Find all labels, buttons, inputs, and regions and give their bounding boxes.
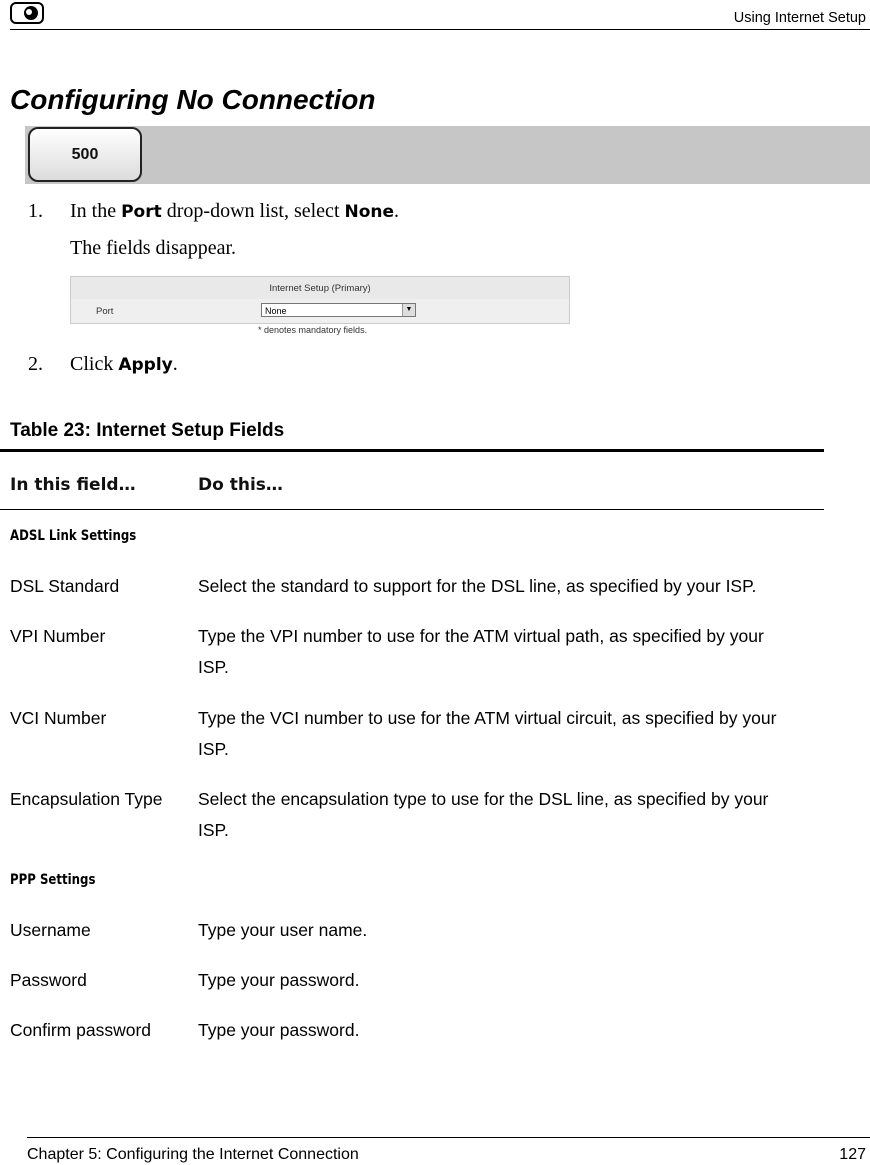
port-row <box>70 299 570 324</box>
header-divider <box>10 29 870 30</box>
table-header-rule <box>0 509 824 510</box>
table-row-field: Encapsulation Type <box>10 789 163 809</box>
mandatory-note: * denotes mandatory fields. <box>258 325 368 335</box>
table-row-field: Password <box>10 970 87 990</box>
footer-chapter: Chapter 5: Configuring the Internet Connection <box>27 1146 359 1163</box>
table-row-action: Type the VPI number to use for the ATM virtual path, as specified by your ISP. <box>198 626 764 677</box>
model-badge: 500 <box>28 127 142 182</box>
screenshot-title-bar: Internet Setup (Primary) <box>70 276 570 300</box>
group-heading-ppp: PPP Settings <box>10 872 96 888</box>
port-keyword: Port <box>121 202 162 222</box>
table-caption: Table 23: Internet Setup Fields <box>10 420 285 441</box>
step-note: The fields disappear. <box>70 237 237 259</box>
column-header-field: In this field… <box>10 475 136 495</box>
table-row-action: Type the VCI number to use for the ATM virtual circuit, as specified by your ISP. <box>198 708 777 759</box>
page-number: 127 <box>839 1146 866 1163</box>
section-title: Configuring No Connection <box>10 84 376 115</box>
step-number: 2. <box>28 353 43 375</box>
product-logo-icon <box>10 2 44 24</box>
none-keyword: None <box>344 202 395 222</box>
step-number: 1. <box>28 200 43 222</box>
table-row-action: Select the standard to support for the DSL line, as specified by your ISP. <box>198 576 757 596</box>
footer-divider <box>27 1137 870 1138</box>
port-select-value: None <box>265 306 287 316</box>
internet-setup-screenshot <box>70 276 570 338</box>
table-row-field: VCI Number <box>10 708 107 728</box>
table-row-field: VPI Number <box>10 626 106 646</box>
table-row-field: Confirm password <box>10 1020 152 1040</box>
chevron-down-icon: ▼ <box>402 304 415 316</box>
port-select <box>261 303 416 317</box>
table-row-action: Type your password. <box>198 1020 360 1040</box>
table-top-rule <box>0 449 824 452</box>
apply-keyword: Apply <box>118 355 173 375</box>
header-title: Using Internet Setup <box>733 10 866 26</box>
step-text: In the Port drop-down list, select None. <box>70 200 400 222</box>
table-row-field: Username <box>10 920 91 940</box>
column-header-action: Do this… <box>198 475 283 495</box>
model-banner <box>25 126 870 184</box>
table-row-action: Select the encapsulation type to use for the DSL line, as specified by your ISP. <box>198 789 769 840</box>
table-row-field: DSL Standard <box>10 576 120 596</box>
step-text: Click Apply. <box>70 353 178 375</box>
table-row-action: Type your password. <box>198 970 360 990</box>
port-label: Port <box>96 306 114 317</box>
table-row-action: Type your user name. <box>198 920 368 940</box>
group-heading-adsl: ADSL Link Settings <box>10 528 137 544</box>
